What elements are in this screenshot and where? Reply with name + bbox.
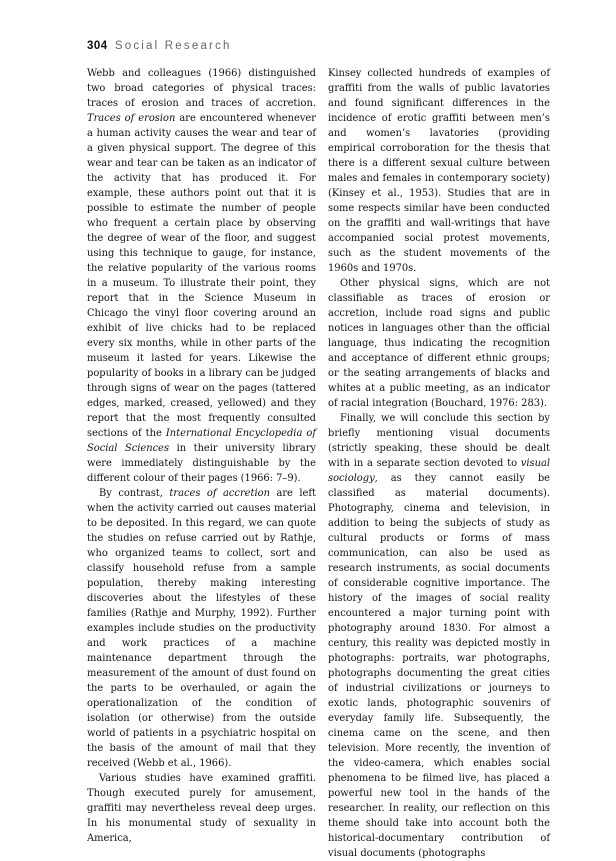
right-column (328, 66, 550, 861)
text-run: Finally, we will conclude this section by briefly mentioning visual documents (strictly speaking, these should be dealt with in a separate section devoted to (328, 413, 550, 469)
text-run: Various studies have examined graffiti. Though executed purely for amusement, graffiti may nevertheless reveal deep urges. In his monumental study of sexuality in America, (87, 773, 316, 844)
left-column (87, 66, 316, 846)
text-run: By contrast, (99, 488, 170, 499)
left-paragraph-1 (87, 66, 316, 486)
italic-text-run: Traces of erosion (87, 113, 176, 124)
italic-text-run: visual sociology (328, 458, 550, 484)
left-paragraph-3 (87, 771, 316, 846)
italic-text-run: traces of accretion (169, 488, 270, 499)
right-paragraph-3 (328, 411, 550, 861)
text-run: Webb and colleagues (1966) distinguished two broad categories of physical traces: traces of erosion and traces of accretion. (87, 68, 316, 109)
running-title: Social Research (114, 40, 232, 52)
text-run: Other physical signs, which are not classifiable as traces of erosion or accretion, include road signs and public notices in languages other than the official language, thus indicating the recognition and acceptance of different ethnic groups; or the seating arrangements of blacks and whites at a public meeting, as an indicator of racial integration (Bouchard, 1976: 283). (328, 278, 550, 409)
text-run: are encountered whenever a human activity causes the wear and tear of a given physical support. The degree of this wear and tear can be taken as an indicator of the activity that has produced it. For example, these authors point out that it is possible to estimate the number of people who frequent a certain place by observing the degree of wear of the floor, and suggest using this technique to gauge, for instance, the relative popularity of the various rooms in a museum. To illustrate their point, they report that in the Science Museum in Chicago the vinyl floor covering around an exhibit of live chicks had to be replaced every six months, while in other parts of the museum it lasted for years. Likewise the popularity of books in a library can be judged through signs of wear on the pages (tattered edges, marked, creased, yellowed) and they report that the most frequently consulted sections of the (87, 113, 316, 439)
text-run: Kinsey collected hundreds of examples of graffiti from the walls of public lavatories and found significant differences in the incidence of erotic graffiti between men’s and women’s lavatories (providing empirical corroboration for the thesis that there is a different sexual culture between males and females in contemporary society) (Kinsey et al., 1953). Studies that are in some respects similar have been conducted on the graffiti and wall-writings that have accompanied social protest movements, such as the student movements of the 1960s and 1970s. (328, 68, 550, 274)
text-run: are left when the activity carried out causes material to be deposited. In this regard, we can quote the studies on refuse carried out by Rathje, who organized teams to collect, sort and classify household refuse from a sample population, thereby making interesting discoveries about the lifestyles of these families (Rathje and Murphy, 1992). Further examples include studies on the productivity and work practices of a machine maintenance department through the measurement of the amount of dust found on the parts to be overhauled, or again the operationalization of the condition of isolation (or otherwise) from the outside world of patients in a psychiatric hospital on the basis of the amount of mail that they received (Webb et al., 1966). (87, 488, 317, 769)
page-number: 304 (87, 40, 108, 52)
italic-text-run: International Encyclopedia of Social Sciences (87, 428, 316, 454)
text-run: , as they cannot easily be classified as material documents). Photography, cinema and television, in addition to being the subjects of study as cultural products or forms of mass communication, can also be used as research instruments, as social documents of considerable cognitive importance. The history of the images of social reality encountered a major turning point with photography around 1830. For almost a century, this reality was depicted mostly in photographs: portraits, war photographs, photographs documenting the great cities of industrial civilizations or journeys to exotic lands, photographic souvenirs of everyday family life. Subsequently, the cinema came on the scene, and then television. More recently, the invention of the video-camera, which enables social phenomena to be filmed live, has placed a powerful new tool in the hands of the researcher. In reality, our reflection on this theme should take into account both the historical-documentary contribution of visual documents (photographs (328, 473, 550, 859)
right-paragraph-2 (328, 276, 550, 411)
running-header (87, 40, 232, 52)
left-paragraph-2 (87, 486, 316, 771)
right-paragraph-1 (328, 66, 550, 276)
text-run: in their university library were immediately distinguishable by the different colour of their pages (1966: 7–9). (87, 443, 317, 484)
